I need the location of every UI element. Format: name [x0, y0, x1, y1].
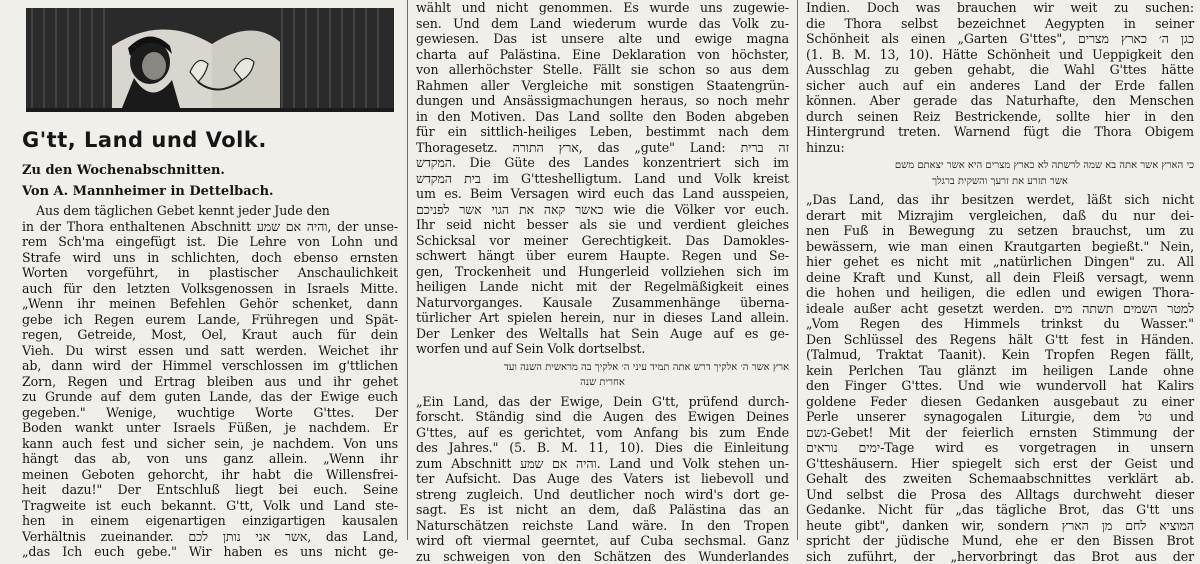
text-line: zum Abschnitt והיה אם שמע. Land und Volk stehen un- [416, 456, 789, 472]
column-1 [22, 0, 398, 540]
column-1-text [22, 203, 398, 560]
hebrew-quote-line: אחרית שנה [416, 375, 789, 391]
text-line: für ein sittlich-heiliges Leben, bestimmt nach dem [416, 124, 789, 140]
text-line: spricht der jüdische Mund, ehe er den Bissen Brot [806, 533, 1194, 549]
text-line: Ausschlag zu geben gehabt, die Wahl G'ttes hätte [806, 62, 1194, 78]
text-line: Verhältnis zueinander. אשר אני נותן לכם, das Land, [22, 529, 398, 545]
text-line: Schicksal vor meiner Gerechtigkeit. Das Damokles- [416, 233, 789, 249]
hebrew-quote-line: אשר תזרע את זרעך והשקית ברגלך [806, 174, 1194, 190]
text-line: in der Thora enthaltenen Abschnitt והיה אם שמע, der unse- [22, 219, 398, 235]
column-rule-left [407, 0, 408, 540]
text-line: ימים נוראים-Tage wird es vorgetragen in unsern [806, 440, 1194, 456]
text-line: durch seinen Reiz Bestrickende, sollte hier in den [806, 109, 1194, 125]
text-line: deine Kraft und Kunst, all dein Fleiß versagt, wenn [806, 270, 1194, 286]
text-line: heute gibt", danken wir, sondern המוציא לחם מן הארץ [806, 518, 1194, 534]
text-line: heit dazu!" Der Entschluß liegt bei euch. Seine [22, 482, 398, 498]
text-line: Boden wankt unter Israels Füßen, je nachdem. Er [22, 420, 398, 436]
text-line: streng zugleich. Und deutlicher noch wird's dort ge- [416, 487, 789, 503]
text-line: wird oft viermal geerntet, auf Cuba sechsmal. Ganz [416, 533, 789, 549]
text-line: sicher auch auf ein anderes Land der Erde fallen [806, 78, 1194, 94]
text-line: hier gehet es nicht mit „natürlichen Dingen" zu. All [806, 254, 1194, 270]
hebrew-quote-line: ארץ אשר ה׳ אלקיך דרש אתה תמיד עיני ה׳ אלקיך בה מראשית השנה ועד [416, 360, 789, 376]
text-line: hängt das ab, von uns ganz allein. „Wenn ihr [22, 451, 398, 467]
text-line: kein Perlchen Tau glänzt im heiligen Lande ohne [806, 363, 1194, 379]
text-line: Tragweite ist euch bekannt. G'tt, Volk und Land ste- [22, 498, 398, 514]
text-line: forscht. Ständig sind die Augen des Ewigen Deines [416, 409, 789, 425]
text-line: wählt und nicht genommen. Es wurde uns zugewie- [416, 0, 789, 16]
text-line: Strafe wird uns in schlichten, doch ebenso ernsten [22, 250, 398, 266]
column-3 [806, 0, 1194, 540]
text-line: nen Fuß in Bewegung zu setzen brauchst, um zu [806, 223, 1194, 239]
text-line: Naturvorganges. Kausale Zusammenhänge überna- [416, 295, 789, 311]
text-line: (1. B. M. 13, 10). Hätte Schönheit und Ueppigkeit den [806, 47, 1194, 63]
text-line: derart mit Mizrajim vergleichen, daß du nur dei- [806, 208, 1194, 224]
text-line: in den Motiven. Das Land sollte den Boden abgeben [416, 109, 789, 125]
text-line: können. Aber gerade das Naturhafte, den Menschen [806, 93, 1194, 109]
column-rule-right [797, 0, 798, 540]
text-line: גשם-Gebet! Mit der feierlich ernsten Stimmung der [806, 425, 1194, 441]
text-line: regen, Getreide, Most, Oel, Kraut auch für dein [22, 327, 398, 343]
text-line: Aus dem täglichen Gebet kennt jeder Jude den [22, 203, 398, 219]
text-line: Thoragesetz. ארץ התורה, das „gute" Land: זה ברית [416, 140, 789, 156]
text-line: Vieh. Du wirst essen und satt werden. Weichet ihr [22, 343, 398, 359]
text-line: Den Schlüssel des Regens hält G'tt fest in Händen. [806, 332, 1194, 348]
text-line: (Talmud, Traktat Taanit). Kein Tropfen Regen fällt, [806, 347, 1194, 363]
text-line: Ihr seid nicht besser als sie und verdient gleiches [416, 217, 789, 233]
text-line: des Jahres." (5. B. M. 11, 10). Dies die Einleitung [416, 440, 789, 456]
text-line: בית המקדש im G'tteshelligtum. Land und Volk kreist [416, 171, 789, 187]
text-line: „Das Land, das ihr besitzen werdet, läßt sich nicht [806, 192, 1194, 208]
text-line: die hohen und heiligen, die edlen und ewigen Thora- [806, 285, 1194, 301]
text-line: Gehalt des zweiten Schemaabschnittes verklärt ab. [806, 471, 1194, 487]
text-line: Rahmen aller Vergleiche mit sonstigen Staatengrün- [416, 78, 789, 94]
text-line: כאשר קאה את הגוי אשר לפניכם wie die Völker vor euch. [416, 202, 789, 218]
text-line: Gedanke. Nicht für „das tägliche Brot, das G'tt uns [806, 502, 1194, 518]
article-byline: Von A. Mannheimer in Dettelbach. [22, 183, 398, 200]
text-line: G'ttes, auf es gerichtet, vom Anfang bis zum Ende [416, 425, 789, 441]
text-line: türlicher Art spielen herein, nur in dieses Land allein. [416, 310, 789, 326]
text-line: die Thora selbst bezeichnet Aegypten in seiner [806, 16, 1194, 32]
column-2 [416, 0, 789, 540]
text-line: goldene Feder diesen Gedanken ausgebaut zu einer [806, 394, 1194, 410]
text-line: gegeben." Wenige, wuchtige Worte G'ttes. Der [22, 405, 398, 421]
text-line: Der Lenker des Weltalls hat Sein Auge auf es ge- [416, 326, 789, 342]
text-line: „das Ich euch gebe." Wir haben es uns nicht ge- [22, 544, 398, 560]
article-headline: G'tt, Land und Volk. [22, 128, 398, 152]
text-line: rem Sch'ma eingefügt ist. Die Lehre von Lohn und [22, 234, 398, 250]
text-line: schwert hängt über eurem Haupte. Regen und Se- [416, 248, 789, 264]
text-line: ideale außer acht gesetzt werden. למטר השמים תשתה מים [806, 301, 1194, 317]
text-line: gewiesen. Das ist unsere alte und ewige magna [416, 31, 789, 47]
text-line: hinzu: [806, 140, 1194, 156]
text-line: den Finger G'ttes. Und wie wundervoll hat Kalirs [806, 378, 1194, 394]
text-line: Schönheit als einen „Garten G'ttes", כגן ה׳ כארץ מצרים [806, 31, 1194, 47]
text-line: bewässern, wie man einen Krautgarten begießt." Nein, [806, 239, 1194, 255]
text-line: von allerhöchster Stelle. Fällt sie schon so aus dem [416, 62, 789, 78]
hebrew-quote-line: כי הארץ אשר אתה בא שמה לרשתה לא כארץ מצרים היא אשר יצאתם משם [806, 158, 1194, 174]
text-line: um es. Beim Versagen wird euch das Land ausspeien, [416, 186, 789, 202]
article-subtitle: Zu den Wochenabschnitten. [22, 162, 398, 179]
text-line: gen, Trockenheit und Hungerleid vollziehen sich im [416, 264, 789, 280]
text-line: auch für den letzten Volksgenossen in Israels Mitte. [22, 281, 398, 297]
text-line: kann auch fest und sicher sein, je nachdem. Von uns [22, 436, 398, 452]
text-line: meinen Geboten gehorcht, ihr habt die Willensfrei- [22, 467, 398, 483]
text-line: sich zuführt, der „hervorbringt das Brot aus der [806, 549, 1194, 564]
woodcut-illustration [22, 6, 398, 118]
text-line: zu Grunde auf dem guten Lande, das der Ewige euch [22, 389, 398, 405]
text-line: Hintergrund treten. Warnend fügt die Thora Obigem [806, 124, 1194, 140]
text-line: ab, dann wird der Himmel verschlossen im g'ttlichen [22, 358, 398, 374]
text-line: „Wenn ihr meinen Befehlen Gehör schenket, dann [22, 296, 398, 312]
text-line: charta auf Palästina. Eine Deklaration von höchster, [416, 47, 789, 63]
text-line: sen. Und dem Land wiederum wurde das Volk zu- [416, 16, 789, 32]
text-line: heiligen Lande nicht mit der Regelmäßigkeit eines [416, 279, 789, 295]
text-line: ter Aufsicht. Das Auge des Vaters ist liebevoll und [416, 471, 789, 487]
text-line: dungen und Ansässigmachungen heraus, so noch mehr [416, 93, 789, 109]
text-line: hen in einem eigenartigen einzigartigen kausalen [22, 513, 398, 529]
text-line: Indien. Doch was brauchen wir weit zu suchen: [806, 0, 1194, 16]
text-line: sagt. Es ist nicht an dem, daß Palästina das an [416, 502, 789, 518]
text-line: worfen und auf Sein Volk dortselbst. [416, 341, 789, 357]
text-line: Naturschätzen reichste Land wäre. In den Tropen [416, 518, 789, 534]
text-line: gebe ich Regen eurem Lande, Frühregen und Spät- [22, 312, 398, 328]
text-line: Worten vorgeführt, in plastischer Anschaulichkeit [22, 265, 398, 281]
text-line: zu schweigen von den Schätzen des Wunderlandes [416, 549, 789, 564]
text-line: Perle unserer synagogalen Liturgie, dem טל und [806, 409, 1194, 425]
text-line: המקדש. Die Güte des Landes konzentriert sich im [416, 155, 789, 171]
text-line: Zorn, Regen und Ertrag bleiben aus und ihr gehet [22, 374, 398, 390]
text-line: Und selbst die Prosa des Alltags durchweht dieser [806, 487, 1194, 503]
text-line: „Vom Regen des Himmels trinkst du Wasser." [806, 316, 1194, 332]
text-line: „Ein Land, das der Ewige, Dein G'tt, prüfend durch- [416, 394, 789, 410]
text-line: G'tteshäusern. Hier spiegelt sich erst der Geist und [806, 456, 1194, 472]
